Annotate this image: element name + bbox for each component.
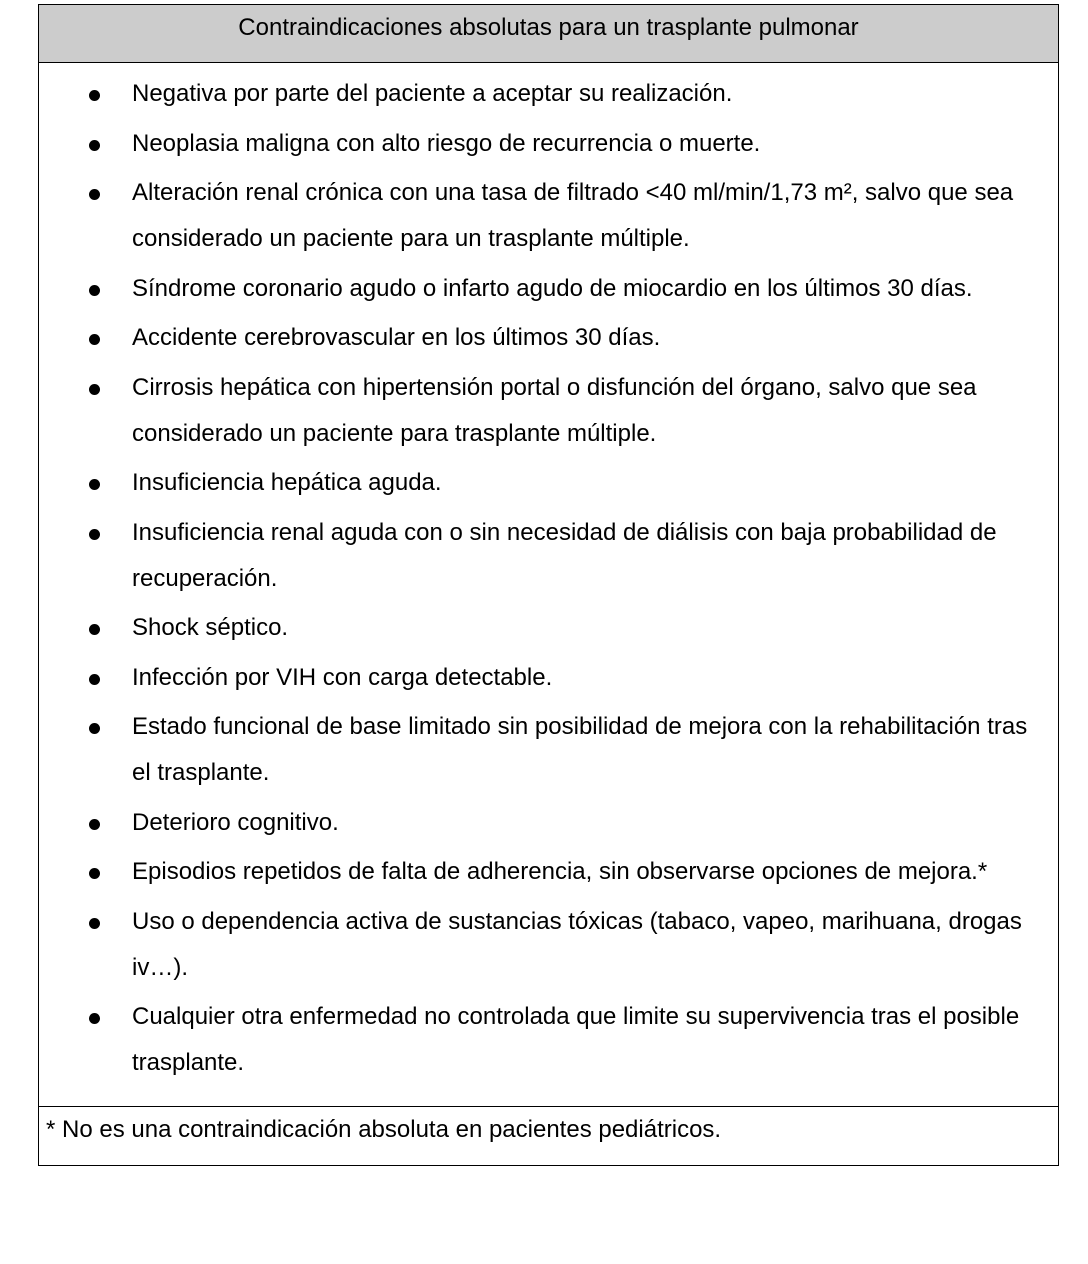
list-item-text: Uso o dependencia activa de sustancias tóxicas (tabaco, vapeo, marihuana, drogas iv…). xyxy=(132,907,1022,981)
bullet-icon xyxy=(89,723,100,734)
list-item xyxy=(39,994,1058,1086)
list-item-text: Insuficiencia hepática aguda. xyxy=(132,469,442,496)
list-item-text: Shock séptico. xyxy=(132,614,289,641)
table-title: Contraindicaciones absolutas para un trasplante pulmonar xyxy=(39,5,1058,63)
list-item-text: Estado funcional de base limitado sin posibilidad de mejora con la rehabilitación tras el trasplante. xyxy=(132,713,1028,786)
bullet-icon xyxy=(89,529,100,540)
list-item-text: Neoplasia maligna con alto riesgo de recurrencia o muerte. xyxy=(132,129,761,157)
list-item xyxy=(39,605,1058,651)
bullet-icon xyxy=(89,189,100,200)
list-item xyxy=(39,365,1058,457)
bullet-icon xyxy=(89,918,100,929)
bullet-icon xyxy=(89,140,100,151)
bullet-icon xyxy=(89,868,100,879)
contraindications-list xyxy=(39,71,1058,1086)
contraindications-table xyxy=(38,4,1059,1166)
bullet-icon xyxy=(89,819,100,830)
list-item-text: Alteración renal crónica con una tasa de filtrado <40 ml/min/1,73 m², salvo que sea considerado un paciente para un trasplante múltiple. xyxy=(132,179,1014,252)
list-item-text: Negativa por parte del paciente a aceptar su realización. xyxy=(132,80,733,107)
list-item xyxy=(39,655,1058,701)
bullet-icon xyxy=(89,90,100,101)
list-item xyxy=(39,71,1058,117)
list-item xyxy=(39,704,1058,796)
bullet-icon xyxy=(89,384,100,395)
list-item xyxy=(39,510,1058,602)
list-item xyxy=(39,460,1058,506)
bullet-icon xyxy=(89,334,100,345)
list-item xyxy=(39,266,1058,312)
list-item-text: Cualquier otra enfermedad no controlada que limite su supervivencia tras el posible trasplante. xyxy=(132,1003,1020,1076)
list-item-text: Insuficiencia renal aguda con o sin necesidad de diálisis con baja probabilidad de recuperación. xyxy=(132,518,997,592)
bullet-icon xyxy=(89,285,100,296)
list-item-text: Infección por VIH con carga detectable. xyxy=(132,663,553,691)
bullet-icon xyxy=(89,1013,100,1024)
list-item-text: Episodios repetidos de falta de adherencia, sin observarse opciones de mejora.* xyxy=(132,858,988,885)
list-item-text: Deterioro cognitivo. xyxy=(132,808,339,836)
list-item-text: Cirrosis hepática con hipertensión portal o disfunción del órgano, salvo que sea considerado un paciente para trasplante múltiple. xyxy=(132,373,977,447)
table-body xyxy=(39,63,1058,1107)
list-item xyxy=(39,800,1058,846)
bullet-icon xyxy=(89,624,100,635)
list-item xyxy=(39,899,1058,991)
list-item xyxy=(39,315,1058,361)
list-item xyxy=(39,170,1058,262)
list-item-text: Síndrome coronario agudo o infarto agudo de miocardio en los últimos 30 días. xyxy=(132,274,973,302)
list-item xyxy=(39,121,1058,167)
bullet-icon xyxy=(89,479,100,490)
bullet-icon xyxy=(89,674,100,685)
list-item xyxy=(39,849,1058,895)
table-footnote: * No es una contraindicación absoluta en pacientes pediátricos. xyxy=(46,1115,722,1143)
list-item-text: Accidente cerebrovascular en los últimos 30 días. xyxy=(132,324,661,351)
